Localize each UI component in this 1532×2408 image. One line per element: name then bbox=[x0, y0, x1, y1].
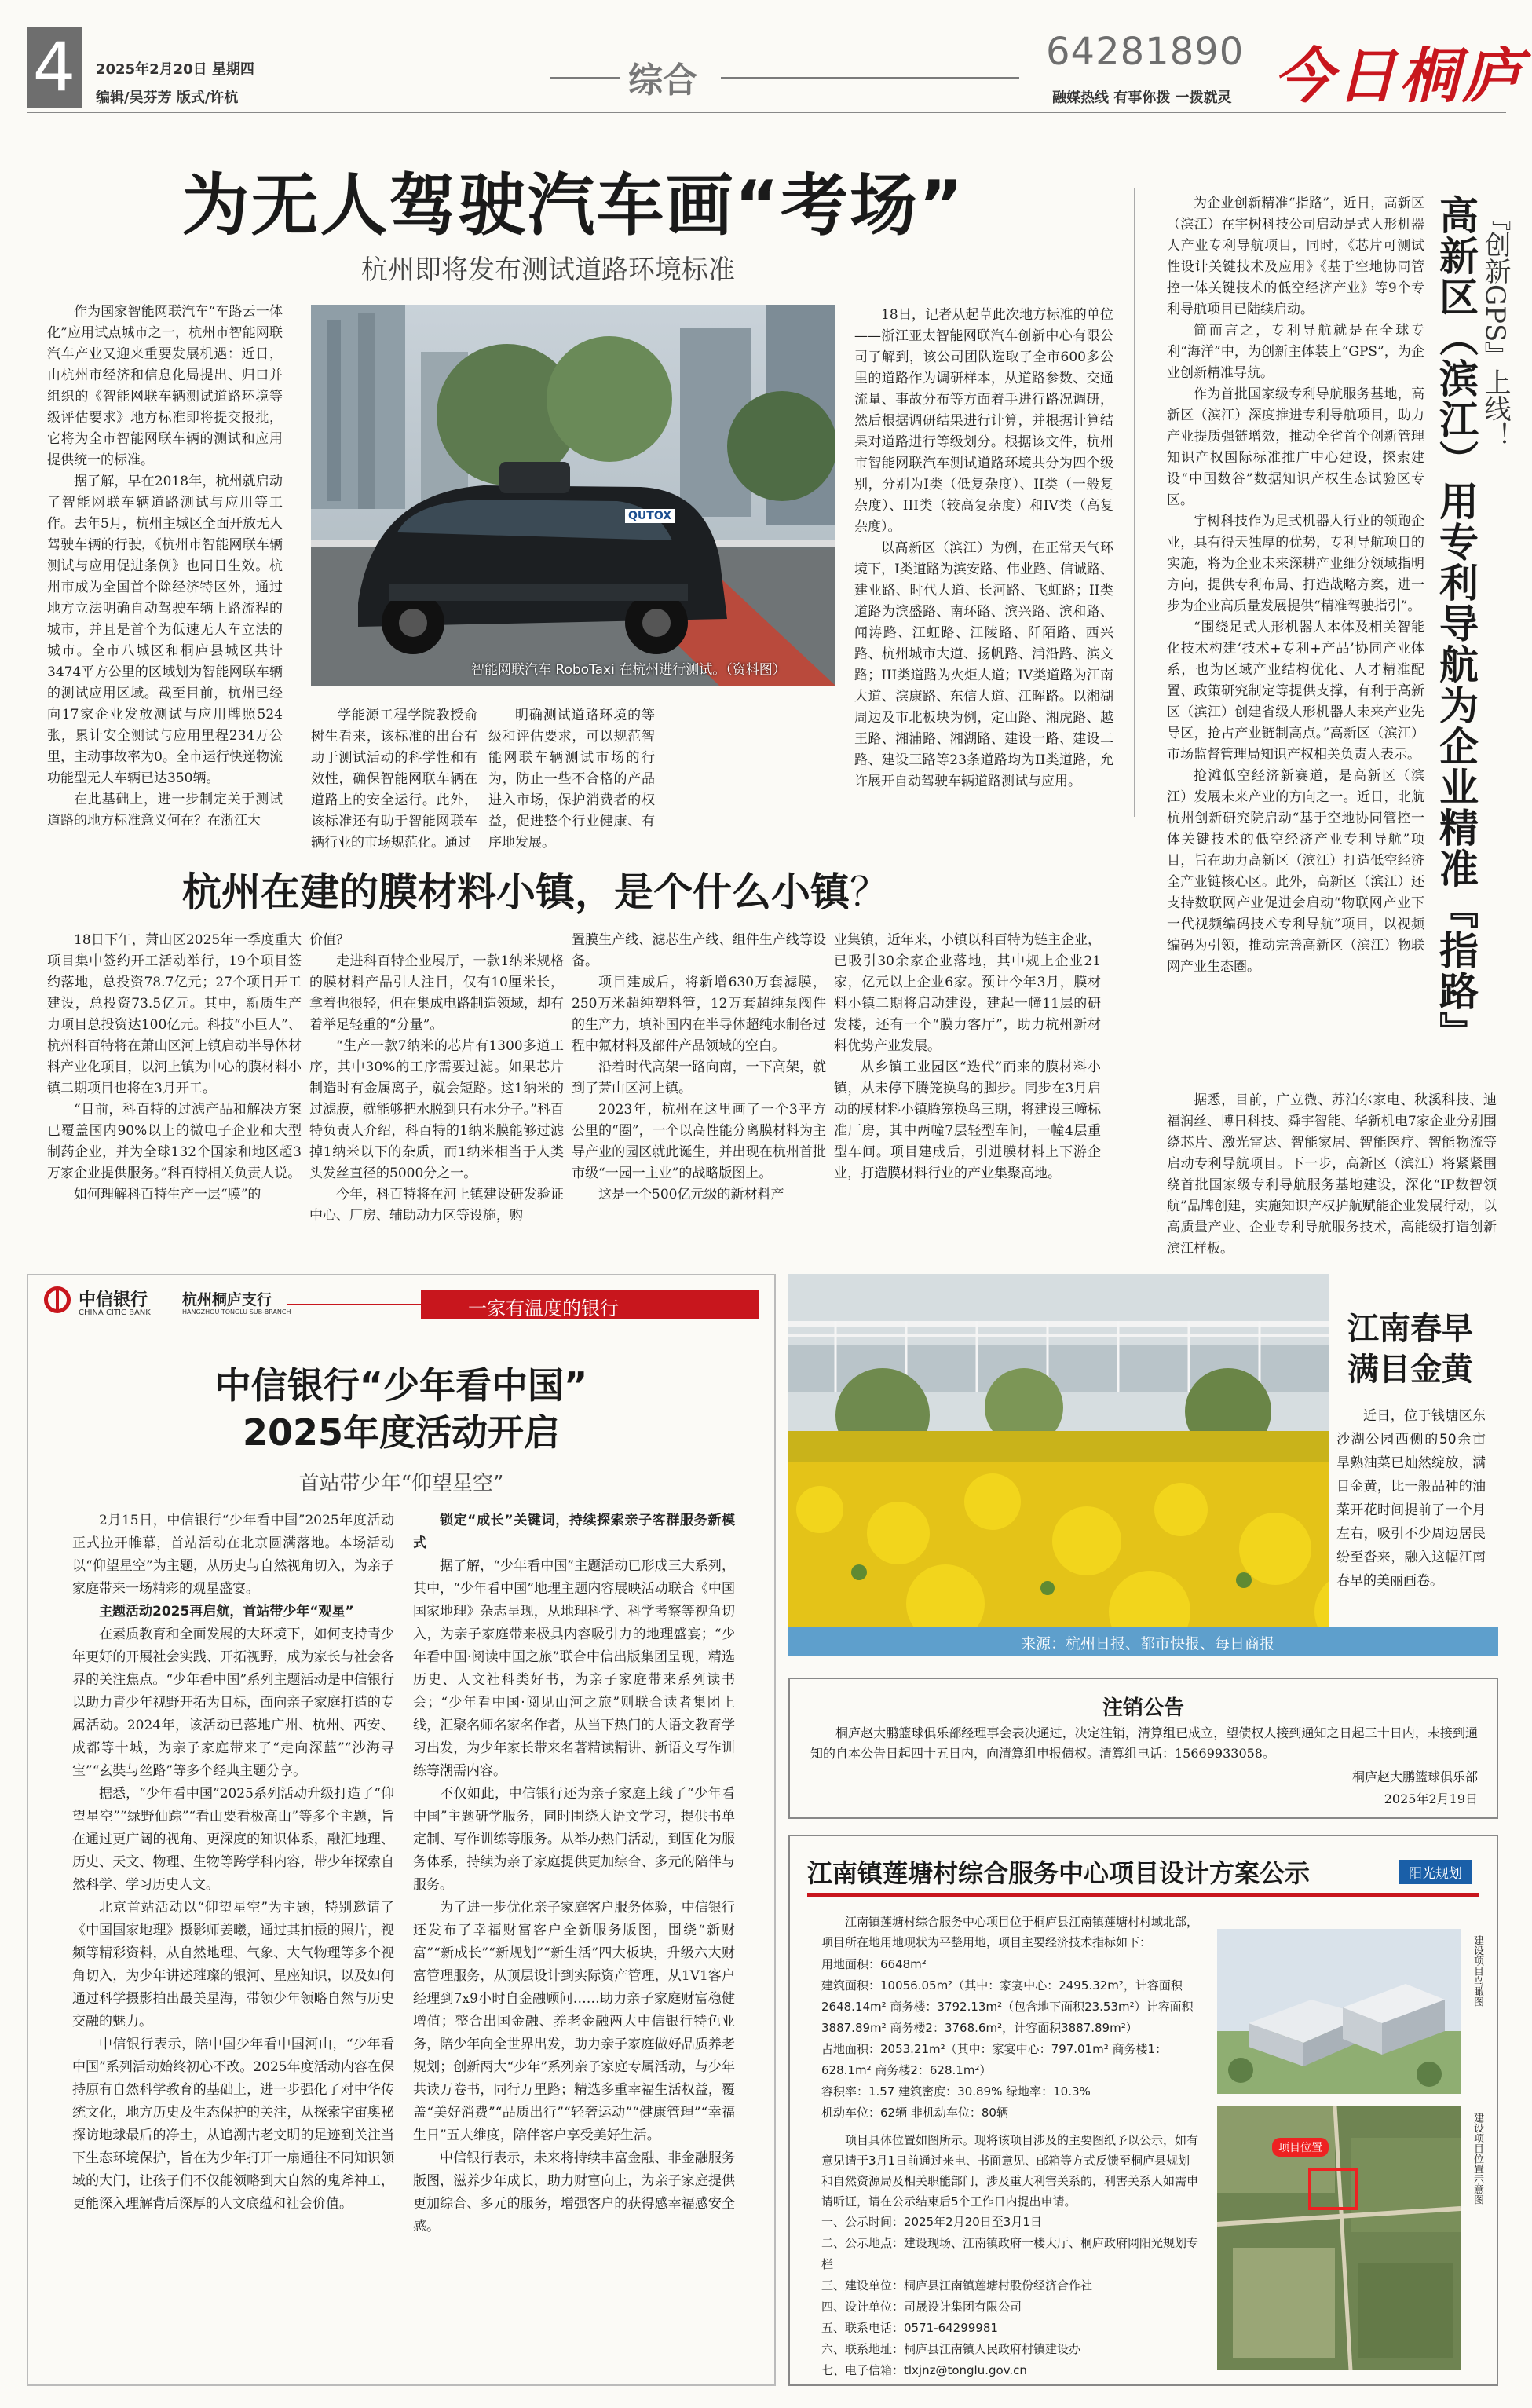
spring-source: 来源：杭州日报、都市快报、每日商报 bbox=[1021, 1635, 1275, 1652]
article1-subtitle: 杭州即将发布测试道路环境标准 bbox=[361, 254, 735, 286]
plan-contact-line: 二、公示地点：建设现场、江南镇政府一楼大厅、桐庐政府网阳光规划专栏 bbox=[821, 2236, 1199, 2271]
paragraph: “目前，科百特的过滤产品和解决方案已覆盖国内90%以上的微电子企业和大型制药企业，并为全球132个国家和地区超3万家企业提供服务。”科百特相关负责人说。 bbox=[47, 1102, 302, 1181]
plan-tag: 阳光规划 bbox=[1399, 1860, 1472, 1884]
paragraph: 明确测试道路环境的等级和评估要求，可以规范智能网联车辆测试市场的行为，防止一些不合格的产品进入市场，保护消费者的权益，促进整个行业健康、有序地发展。 bbox=[488, 708, 655, 851]
bank-logo-mark bbox=[56, 1289, 59, 1311]
paragraph: 抢滩低空经济新赛道，是高新区（滨江）发展未来产业的方向之一。近日，北航杭州创新研究院启动“基于空地协同管控一体关键技术的低空经济产业专利导航”项目，旨在助力高新区（滨江）打造低空经济全产业链核心区。此外，高新区（滨江）还支持数联网产业促进会启动“物联网产业下一代视频编码技术专利导航”项目，以视频编码为引领，推动完善高新区（滨江）物联网产业生态圈。 bbox=[1167, 768, 1424, 975]
paragraph: 为企业创新精准“指路”，近日，高新区（滨江）在宇树科技公司启动是式人形机器人产业专利导航项目，同时，《芯片可测试性设计关键技术及应用》《基于空地协同管控一体关键技术的低空经济产业》等9个专利导航项目已陆续启动。 bbox=[1167, 196, 1424, 317]
plan-site-map-svg bbox=[1217, 2106, 1461, 2370]
robotaxi-photo-caption: 智能网联汽车 RoboTaxi 在杭州进行测试。（资料图） bbox=[471, 662, 786, 678]
article1-col2 bbox=[311, 705, 477, 854]
bank-col2 bbox=[413, 1510, 735, 2238]
paragraph: 18日，记者从起草此次地方标准的单位——浙江亚太智能网联汽车创新中心有限公司了解到，该公司团队选取了全市600多公里的道路作为调研样本，从道路参数、交通流量、事故分布等方面着手进行路况调研，然后根据调研结果进行计算，并根据计算结果对道路进行等级划分。根据该文件，杭州市智能网联汽车测试道路环境共分为四个级别，分别为I类（低复杂度）、II类（一般复杂度）、III类（较高复杂度）和IV类（高复杂度）。 bbox=[854, 307, 1113, 535]
plan-contact-line: 四、设计单位：司晟设计集团有限公司 bbox=[821, 2300, 1022, 2314]
plan-notes: 项目具体位置如图所示。现将该项目涉及的主要图纸予以公示，如有意见请于3月1日前通过来电、书面意见、邮箱等方式反馈至桐庐县规划和自然资源局及相关职能部门，涉及重大利害关系的，利害关系人如需申请听证，请在公示结束后5个工作日内提出申请。 bbox=[821, 2133, 1199, 2209]
paragraph: 在素质教育和全面发展的大环境下，如何支持青少年更好的开展社会实践、开拓视野，成为家长与社会各界的关注焦点。“少年看中国”系列主题活动是中信银行以助力青少年视野开拓为目标，面向亲子家庭打造的专属活动。2024年，该活动已落地广州、杭州、西安、成都等十城，为亲子家庭带来了“走向深蓝”“沙海寻宝”“玄奘与丝路”等多个经典主题分享。 bbox=[72, 1627, 394, 1779]
plan-contact-line: 三、建设单位：桐庐县江南镇莲塘村股份经济合作社 bbox=[821, 2278, 1093, 2293]
article2-col3 bbox=[572, 930, 826, 1206]
bank-branch: 杭州桐庐支行 bbox=[182, 1291, 272, 1308]
bank-advertorial bbox=[27, 1274, 776, 2386]
bank-title-line1: 中信银行“少年看中国” bbox=[214, 1364, 588, 1407]
article2-title bbox=[182, 861, 889, 917]
paragraph: 从乡镇工业园区“迭代”而来的膜材料小镇，从未停下腾笼换鸟的脚步。同步在3月启动的膜材料小镇腾笼换鸟三期，将建设三幢标准厂房，其中两幢7层轻型车间，一幢4层重型车间。项目建成后，引进膜材料上下游企业，打造膜材料行业的产业集聚高地。 bbox=[834, 1059, 1101, 1181]
paragraph: “生产一款7纳米的芯片有1300多道工序，其中30%的工序需要过滤。如果芯片制造时有金属离子，就会短路。这1纳米的过滤膜，就能够把水脱到只有水分子。”科百特负责人介绍，科百特的1纳米膜能够过滤掉1纳米以下的杂质，而1纳米相当于人类头发丝直径的5000分之一。 bbox=[309, 1038, 564, 1181]
plan-contacts bbox=[821, 2212, 1198, 2381]
masthead-rule-right bbox=[721, 77, 1019, 79]
bank-brand-en: CHINA CITIC BANK bbox=[79, 1308, 151, 1317]
plan-figure-line: 机动车位：62辆 非机动车位：80辆 bbox=[821, 2106, 1008, 2120]
masthead-bottom-rule bbox=[27, 112, 1506, 113]
plan-title-bar bbox=[807, 1893, 1479, 1897]
bank-branch-en: HANGZHOU TONGLU SUB-BRANCH bbox=[182, 1308, 291, 1316]
paragraph: 宇树科技作为足式机器人行业的领跑企业，具有得天独厚的优势，专利导航项目的实施，将为企业未来深耕产业细分领域指明方向，提供专利布局、打造战略方案，进一步为企业高质量发展提供“精准驾驶指引”。 bbox=[1167, 514, 1424, 614]
plan-site-label: 项目位置 bbox=[1272, 2138, 1329, 2157]
paragraph: “围绕足式人形机器人本体及相关智能化技术构建‘技术+专利+产品’协同产业体系，也为区域产业结构优化、人才精准配置、政策研究制定等提供支撑，有利于高新区（滨江）创建省级人形机器人未来产业先导区，抢占产业链制高点。”高新区（滨江）市场监督管理局知识产权相关负责人表示。 bbox=[1167, 620, 1424, 763]
paragraph: 业集镇，近年来，小镇以科百特为链主企业，已吸引30余家企业落地，其中规上企业21家，亿元以上企业6家。预计今年3月，膜材料小镇二期将启动建设，建起一幢11层的研发楼，还有一个“膜力客厅”，助力杭州新材料优势产业发展。 bbox=[834, 932, 1101, 1054]
spring-body: 近日，位于钱塘区东沙湖公园西侧的50余亩旱熟油菜已灿然绽放，满目金黄，比一般品种的油菜开花时间提前了一个月左右，吸引不少周边居民纷至沓来，融入这幅江南春早的美丽画卷。 bbox=[1336, 1408, 1486, 1589]
subheading: 锁定“成长”关键词，持续探索亲子客群服务新模式 bbox=[413, 1513, 735, 1551]
paragraph: 以高新区（滨江）为例，在正常天气环境下，I类道路为滨安路、伟业路、信诚路、建业路、时代大道、长河路、飞虹路；II类道路为滨盛路、南环路、滨兴路、滨和路、闻涛路、江虹路、江陵路、阡陌路、西兴路、杭州城市大道、扬帆路、浦沿路、滨文路；III类道路为火炬大道；IV类道路为江南大道、滨康路、东信大道、江晖路。以湘湖周边及市北板块为例，定山路、湘虎路、越王路、湘浦路、湘湖路、建设一路、建设二路、建设三路等23条道路均为II类道路，允许展开自动驾驶车辆道路测试与应用。 bbox=[854, 540, 1113, 789]
paragraph: 这是一个500亿元级的新材料产 bbox=[598, 1187, 784, 1202]
plan-figure-line: 建筑面积：10056.05m²（其中：家宴中心：2495.32m²，计容面积2648.14m² 商务楼：3792.13m²（包含地下面积23.53m²）计容面积3887.89m² 商务楼2：3768.6m²，计容面积3887.89m²） bbox=[821, 1978, 1194, 2035]
notice-signer: 桐庐赵大鹏篮球俱乐部 bbox=[1351, 1769, 1478, 1784]
paragraph: 作为首批国家级专利导航服务基地，高新区（滨江）深度推进专利导航项目，助力产业提质强链增效，推动全省首个创新管理知识产权国际标准推广中心建设，探索建设“中国数谷”数据知识产权生态试验区专区。 bbox=[1167, 386, 1424, 508]
article2-col1 bbox=[47, 930, 302, 1206]
paragraph: 走进科百特企业展厅，一款1纳米规格的膜材料产品引人注目，仅有10厘米长，拿着也很轻，但在集成电路制造领域，却有着举足轻重的“分量”。 bbox=[309, 953, 564, 1033]
plan-site-map bbox=[1217, 2106, 1461, 2370]
plan-figure-line: 用地面积：6648m² bbox=[821, 1957, 927, 1971]
bank-col1 bbox=[72, 1510, 394, 2216]
paragraph: 据悉，目前，广立微、苏泊尔家电、秋溪科技、迪福润丝、博日科技、舜宇智能、华新机电7家企业分别围绕芯片、激光雷达、智能家居、智能医疗、智能物流等启动专利导航项目。下一步，高新区（滨江）将紧紧围绕首批国家级专利导航服务基地建设，深化“IP数智领航”品牌创建，实施知识产权护航赋能企业发展行动，以高质量产业、企业专利导航服务技术，高能级打造创新滨江样板。 bbox=[1167, 1092, 1497, 1257]
bank-brand: 中信银行 bbox=[79, 1290, 148, 1310]
plan-contact-line: 七、电子信箱：tlxjnz@tonglu.gov.cn bbox=[821, 2363, 1027, 2377]
section-name: 综合 bbox=[628, 60, 697, 101]
bank-slogan-rule bbox=[287, 1304, 421, 1305]
notice-body: 桐庐赵大鹏篮球俱乐部经理事会表决通过，决定注销，清算组已成立，望债权人接到通知之日起三十日内，未接到通知的自本公告日起四十五日内，向清算组申报债权。清算组电话：15669933058。 bbox=[810, 1725, 1478, 1761]
plan-contact-line: 六、联系地址：桐庐县江南镇人民政府村镇建设办 bbox=[821, 2342, 1081, 2356]
article1-col3 bbox=[488, 705, 655, 854]
paragraph: 为了进一步优化亲子家庭客户服务体验，中信银行还发布了幸福财富客户全新服务版图，围绕“新财富”“新成长”“新规划”“新生活”四大板块，升级六大财富管理服务，从顶层设计到实际资产管理，从1V1客户经理到7x9小时自金融顾问……助力亲子家庭财富稳健增值；整合出国金融、养老金融两大中信银行特色业务，陪少年向全世界出发，助力亲子家庭做好品质养老规划；创新两大“少年”系列亲子家庭专属活动，与少年共读万卷书，同行万里路；精选多重幸福生活权益，覆盖“美好消费”“品质出行”“轻奢运动”“健康管理”“幸福生日”五大维度，陪伴客户享受美好生活。 bbox=[413, 1900, 735, 2143]
article2-col4 bbox=[834, 930, 1101, 1184]
cancellation-notice bbox=[788, 1678, 1498, 1819]
sidebar-title: 高新区（滨江）用专利导航为企业精准『指路』 bbox=[1433, 195, 1479, 1052]
masthead bbox=[0, 0, 1532, 110]
page-number: 4 bbox=[27, 27, 82, 108]
paragraph: 在此基础上，进一步制定关于测试道路的地方标准意义何在？在浙江大 bbox=[47, 792, 283, 829]
article2-title-text: 杭州在建的膜材料小镇，是个什么小镇 bbox=[182, 869, 850, 915]
paragraph: 今年，科百特将在河上镇建设研发验证中心、厂房、辅助动力区等设施，购 bbox=[309, 1187, 564, 1224]
robotaxi-photo bbox=[311, 305, 835, 686]
spring-title-line2: 满目金黄 bbox=[1347, 1352, 1473, 1388]
sidebar-kicker: 『创新GPS』上线！ bbox=[1479, 204, 1511, 449]
article2-title-mark: ？ bbox=[850, 869, 889, 915]
sidebar-col-a bbox=[1167, 193, 1424, 978]
plan-contact-line: 五、联系电话：0571-64299981 bbox=[821, 2321, 998, 2335]
paragraph: 简而言之，专利导航就是在全球专利“海洋”中，为创新主体装上“GPS”，为企业创新精准导航。 bbox=[1167, 323, 1424, 381]
paragraph: 不仅如此，中信银行还为亲子家庭上线了“少年看中国”主题研学服务，同时围绕大语文学习，提供书单定制、写作训练等服务。从举办热门活动，到固化为服务体系，持续为亲子家庭提供更加综合、多元的陪伴与服务。 bbox=[413, 1786, 735, 1893]
paragraph: 2月15日，中信银行“少年看中国”2025年度活动正式拉开帷幕，首站活动在北京圆满落地。本场活动以“仰望星空”为主题，从历史与自然视角切入，为亲子家庭带来一场精彩的观星盛宴。 bbox=[72, 1513, 394, 1597]
hotline-slogan: 融媒热线 有事你拨 一拨就灵 bbox=[1052, 90, 1232, 106]
paper-logo: 今日桐庐 bbox=[1274, 41, 1525, 111]
plan-figure-line: 容积率：1.57 建筑密度：30.89% 绿地率：10.3% bbox=[821, 2084, 1091, 2099]
plan-figure-line: 占地面积：2053.21m²（其中：家宴中心：797.01m² 商务楼1：628.1m² 商务楼2：628.1m²） bbox=[821, 2042, 1168, 2077]
plan-figures bbox=[821, 1954, 1198, 2124]
article2-col2 bbox=[309, 930, 564, 1227]
bank-slogan: 一家有温度的银行 bbox=[468, 1297, 619, 1319]
plan-site-caption: 建设项目位置示意图 bbox=[1472, 2113, 1483, 2205]
article1-col1 bbox=[47, 302, 283, 832]
paragraph: 沿着时代高架一路向南，一下高架，就到了萧山区河上镇。 bbox=[572, 1059, 826, 1096]
paragraph: 作为国家智能网联汽车“车路云一体化”应用试点城市之一，杭州市智能网联汽车产业又迎来重要发展机遇：近日，由杭州市经济和信息化局提出、归口并组织的《智能网联车辆测试道路环境等级评估要求》地方标准即将提交报批，它将为全市智能网联车辆的测试和应用提供统一的标准。 bbox=[47, 304, 283, 468]
editors-line: 编辑/吴芬芳 版式/许杭 bbox=[96, 90, 239, 106]
subheading: 主题活动2025再启航，首站带少年“观星” bbox=[99, 1604, 354, 1619]
plan-intro: 江南镇莲塘村综合服务中心项目位于桐庐县江南镇莲塘村村域北部，项目所在地用地现状为平整用地，项目主要经济技术指标如下： bbox=[821, 1915, 1199, 1949]
plan-contact-line: 一、公示时间：2025年2月20日至3月1日 bbox=[821, 2215, 1042, 2229]
date-line: 2025年2月20日 星期四 bbox=[96, 61, 254, 78]
plan-render-image bbox=[1217, 1929, 1461, 2094]
robotaxi-photo-image bbox=[311, 305, 835, 686]
article1-title: 为无人驾驶汽车画“考场” bbox=[181, 167, 965, 245]
paragraph: 项目建成后，将新增630万套滤膜，250万米超纯塑料管，12万套超纯泵阀件的生产力，填补国内在半导体超纯水制备过程中氟材料及部件产品领域的空白。 bbox=[572, 975, 826, 1054]
planning-notice bbox=[788, 1835, 1498, 2386]
column-divider bbox=[1134, 188, 1135, 817]
paragraph: 如何理解科百特生产一层“膜”的 bbox=[74, 1187, 261, 1202]
spring-title-line1: 江南春早 bbox=[1347, 1311, 1473, 1347]
paragraph: 置膜生产线、滤芯生产线、组件生产线等设备。 bbox=[572, 932, 826, 969]
paragraph: 北京首站活动以“仰望星空”为主题，特别邀请了《中国国家地理》摄影师姜曦，通过其拍摄的照片，视频等精彩资料，从自然地理、气象、大气物理等多个视角切入，为少年讲述璀璨的银河、星座知识，以及如何通过科学摄影拍出最美星海，带领少年领略自然与历史交融的魅力。 bbox=[72, 1900, 394, 2029]
notice-date: 2025年2月19日 bbox=[1384, 1791, 1478, 1806]
paragraph: 据悉，“少年看中国”2025系列活动升级打造了“仰望星空”“绿野仙踪”“看山要看极高山”等多个主题，旨在通过更广阔的视角、更深度的知识体系，融汇地理、历史、天文、物理、生物等跨学科内容，带少年探索自然科学、学习历史人文。 bbox=[72, 1786, 394, 1893]
paragraph: 中信银行表示，陪中国少年看中国河山，“少年看中国”系列活动始终初心不改。2025年度活动内容在保持原有自然科学教育的基础上，进一步强化了对中华传统文化，地方历史及生态保护的关注，从探索宇宙奥秘探访地球最后的净土，从追溯古老文明的足迹到关注当下生态环境保护，旨在为少年打开一扇通往不同知识领域的大门，让孩子们不仅能领略到大自然的鬼斧神工，更能深入理解背后深厚的人文底蕴和社会价值。 bbox=[72, 2037, 394, 2212]
plan-render-svg bbox=[1217, 1929, 1461, 2094]
paragraph: 据了解，早在2018年，杭州就启动了智能网联车辆道路测试与应用等工作。去年5月，杭州主城区全面开放无人驾驶车辆的行驶，《杭州市智能网联车辆测试与应用促进条例》也同日生效。杭州市成为全国首个除经济特区外，通过地方立法明确自动驾驶车辆上路流程的城市，并且是首个为低速无人车立法的城市。全市八城区和桐庐县城区共计3474平方公里的区域划为智能网联车辆的测试应用区域。截至目前，杭州已经向17家企业发放测试与应用牌照524张，累计安全测试与应用里程234万公里，主动事故率为0。全市运行快递物流功能型无人车辆已达350辆。 bbox=[47, 474, 283, 786]
paragraph: 中信银行表示，未来将持续丰富金融、非金融服务版图，滋养少年成长，助力财富向上，为亲子家庭提供更加综合、多元的服务，增强客户的获得感幸福感安全感。 bbox=[413, 2150, 735, 2234]
plan-title: 江南镇莲塘村综合服务中心项目设计方案公示 bbox=[807, 1858, 1311, 1888]
bank-subtitle: 首站带少年“仰望星空” bbox=[298, 1472, 504, 1495]
paragraph: 学能源工程学院教授俞树生看来，该标准的出台有助于测试活动的科学性和有效性，确保智能网联车辆在道路上的安全运行。此外，该标准还有助于智能网联车辆行业的市场规范化。通过 bbox=[311, 708, 477, 851]
masthead-rule-left bbox=[550, 77, 620, 79]
paragraph: 2023年，杭州在这里画了一个3平方公里的“圈”，一个以高性能分离膜材料为主导产业的园区就此诞生，并出现在杭州首批市级“一园一主业”的战略版图上。 bbox=[572, 1102, 826, 1181]
bank-title-line2: 2025年度活动开启 bbox=[242, 1411, 561, 1454]
sidebar-col-b bbox=[1167, 1090, 1497, 1260]
paragraph: 18日下午，萧山区2025年一季度重大项目集中签约开工活动举行，19个项目签约落地，总投资78.7亿元；27个项目开工建设，总投资73.5亿元。其中，新质生产力项目总投资达100亿元。科技“小巨人”、杭州科百特将在萧山区河上镇启动半导体材料产业化项目，以河上镇为中心的膜材料小镇二期项目也将在3月开工。 bbox=[47, 932, 302, 1096]
bank-logo-icon bbox=[44, 1286, 71, 1313]
article1-col4 bbox=[854, 305, 1113, 792]
vehicle-badge: QUTOX bbox=[625, 509, 675, 523]
notice-title: 注销公告 bbox=[1102, 1696, 1184, 1720]
plan-render-caption: 建设项目鸟瞰图 bbox=[1472, 1935, 1483, 2007]
hotline-number: 64281890 bbox=[1046, 30, 1245, 74]
paragraph: 据了解，“少年看中国”主题活动已形成三大系列，其中，“少年看中国”地理主题内容展映活动联合《中国国家地理》杂志呈现，从地理科学、科学考察等视角切入，为亲子家庭带来极具内容吸引力的地理盛宴；“少年看中国·阅读中国之旅”联合中信出版集团呈现，精选历史、人文社科类好书，为亲子家庭带来系列读书会；“少年看中国·阅见山河之旅”则联合读者集团上线，汇聚名师名家名作者，从当下热门的大语文教育学习出发，为少年家长带来名著精读精讲、新语文写作训练等潮需内容。 bbox=[413, 1558, 735, 1779]
paragraph: 价值？ bbox=[309, 932, 349, 948]
